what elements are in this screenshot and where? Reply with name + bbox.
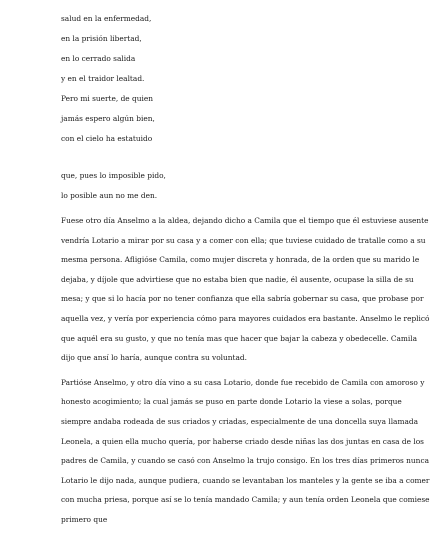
- document-page: [61, 14, 431, 535]
- verse-line: lo posible aun no me den.: [61, 191, 158, 200]
- paragraph: Partióse Anselmo, y otro día vino a su casa Lotario, donde fue recebido de Camila con amoroso y honesto acogimiento; la cual jamás se puso en parte donde Lotario la viese a solas, porque siempre andaba rodeada de sus criados y criadas, especialmente de una doncella suya llamada Leonela, a quien ella mucho quería, por haberse criado desde niñas las dos juntas en casa de los padres de Camila, y cuando se casó con Anselmo la trujo consigo. En los tres días primeros nunca Lotario le dijo nada, aunque pudiera, cuando se levantaban los manteles y la gente se iba a comer con mucha priesa, porque así se lo tenía mandado Camila; y aun tenía orden Leonela que comiese primero que: [61, 377, 430, 524]
- verse-line: y en el traidor lealtad.: [61, 74, 145, 83]
- prose-body: [61, 211, 431, 530]
- verse-stanza-1: [61, 14, 431, 144]
- verse-line: Pero mi suerte, de quien: [61, 94, 154, 103]
- verse-line: salud en la enfermedad,: [61, 14, 152, 23]
- verse-line: en lo cerrado salida: [61, 54, 136, 63]
- verse-line: en la prisión libertad,: [61, 34, 142, 43]
- verse-stanza-2: [61, 171, 431, 201]
- verse-line: jamás espero algún bien,: [61, 114, 155, 123]
- paragraph: Fuese otro día Anselmo a la aldea, dejando dicho a Camila que el tiempo que él estuviese ausente vendría Lotario a mirar por su casa y a comer con ella; que tuviese cuidado de tratalle como a su mesma persona. Afligióse Camila, como mujer discreta y honrada, de la orden que su marido le dejaba, y díjole que advirtiese que no estaba bien que nadie, él ausente, ocupase la silla de su mesa; y que si lo hacía por no tener confianza que ella sabría gobernar su casa, que probase por aquella vez, y vería por experiencia cómo para mayores cuidados era bastante. Anselmo le replicó que aquél era su gusto, y que no tenía mas que hacer que bajar la cabeza y obedecelle. Camila dijo que ansí lo haría, aunque contra su voluntad.: [61, 216, 430, 363]
- verse-line: que, pues lo imposible pido,: [61, 171, 166, 180]
- verse-line: con el cielo ha estatuido: [61, 134, 153, 143]
